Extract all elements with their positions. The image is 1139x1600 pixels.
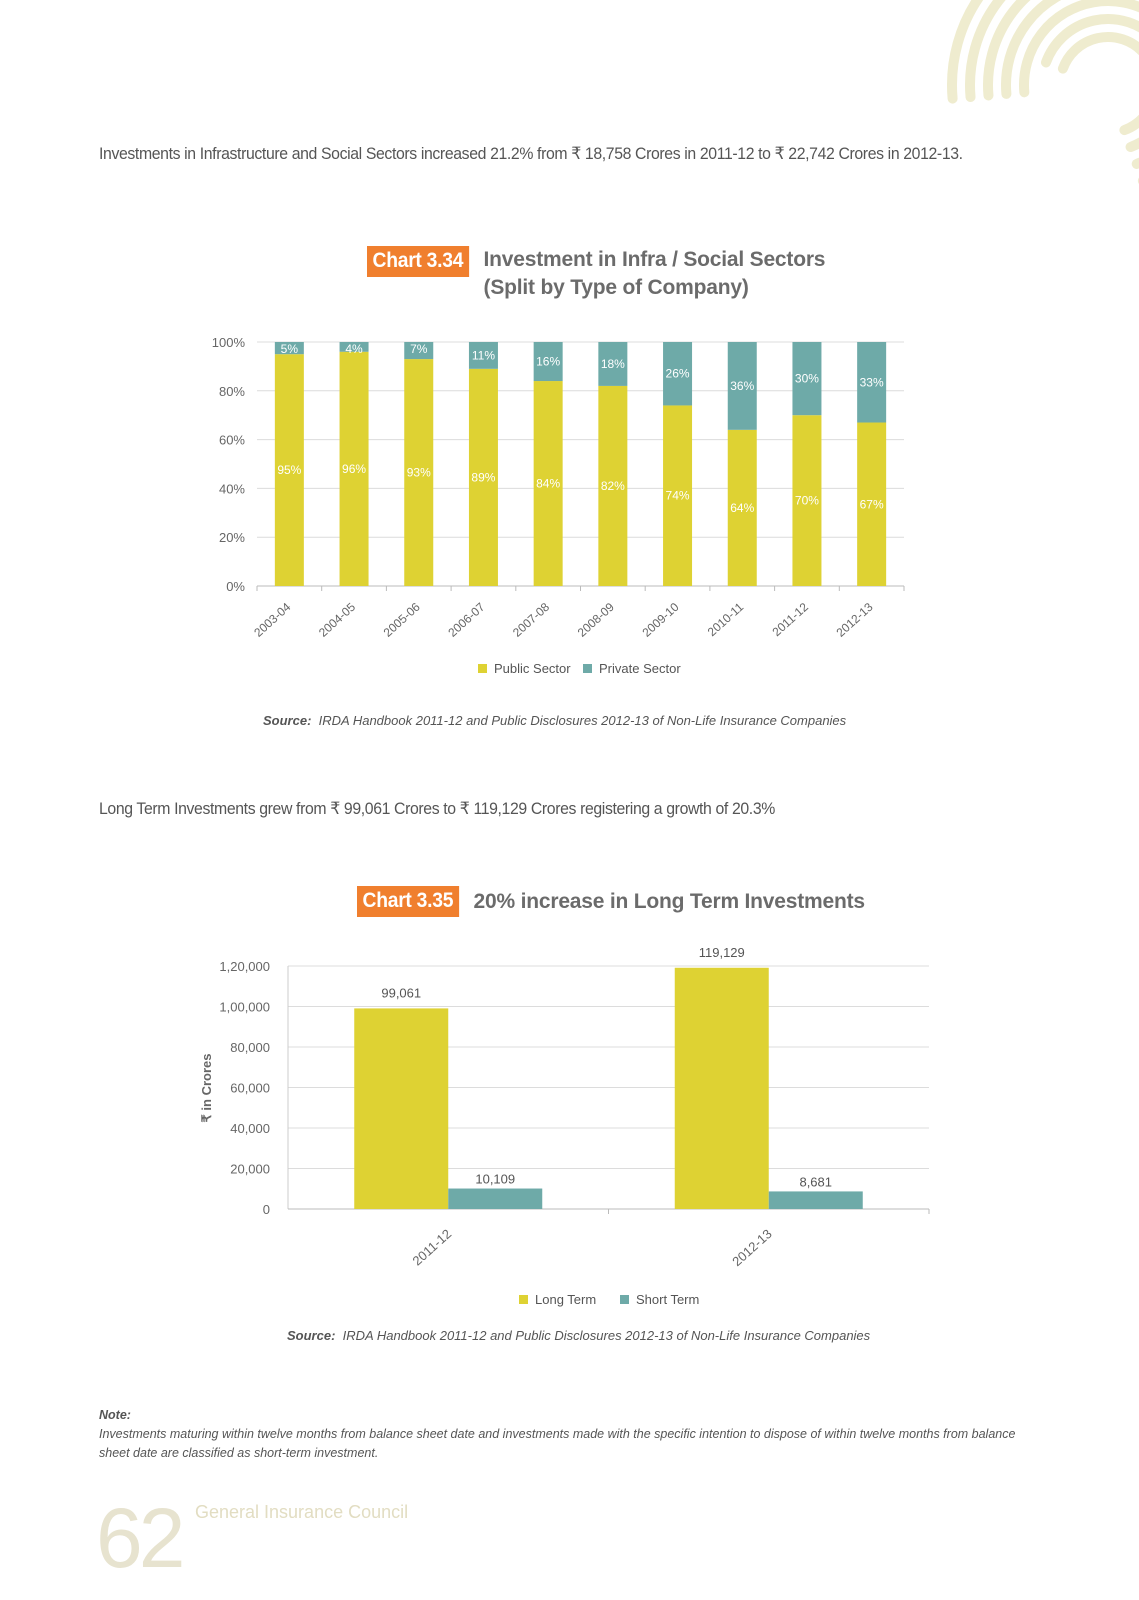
x-tick-label: 2005-06 (380, 599, 423, 640)
legend-label-public: Public Sector (494, 661, 571, 676)
chart1-title-line2: (Split by Type of Company) (483, 276, 749, 299)
data-label-public: 96% (342, 461, 367, 476)
y-tick-label: 100% (211, 335, 245, 350)
chart2-badge: Chart 3.35 (357, 886, 459, 917)
data-label-public: 64% (730, 500, 755, 515)
data-label-private: 33% (859, 375, 884, 390)
page-number: 62 (96, 1491, 182, 1585)
data-label-public: 67% (859, 497, 884, 512)
legend-swatch-long-term (519, 1295, 528, 1304)
bar-long-term (354, 1008, 448, 1209)
data-label-private: 26% (665, 366, 690, 381)
chart2-source (287, 1328, 870, 1343)
data-label-public: 82% (600, 478, 625, 493)
legend-swatch-short-term (620, 1295, 629, 1304)
chart1-source-label: Source: (263, 713, 312, 728)
y-tick-label: 80% (218, 383, 245, 399)
chart1-stacked-bar (0, 320, 1139, 700)
data-label-private: 16% (536, 354, 561, 369)
x-tick-label: 2012-13 (729, 1226, 775, 1270)
x-tick-label: 2007-08 (510, 599, 553, 640)
chart2-source-text: IRDA Handbook 2011-12 and Public Disclosures 2012-13 of Non-Life Insurance Companies (342, 1328, 871, 1343)
data-label-private: 7% (410, 342, 428, 356)
data-label-public: 70% (794, 493, 819, 508)
legend-swatch-private (583, 664, 592, 673)
data-label-private: 36% (730, 378, 755, 393)
note-label: Note: (99, 1408, 131, 1422)
legend-label-short-term: Short Term (636, 1292, 700, 1307)
chart1-title (484, 246, 826, 302)
y-tick-label: 0 (262, 1202, 270, 1217)
bar-short-term (448, 1189, 542, 1209)
middle-paragraph: Long Term Investments grew from ₹ 99,061 Crores to ₹ 119,129 Crores registering a growth of 20.3% (99, 799, 775, 818)
data-label-short-term: 8,681 (799, 1174, 833, 1190)
arc-stripe (1063, 37, 1139, 130)
x-tick-label: 2011-12 (409, 1226, 455, 1269)
data-label-public: 93% (406, 465, 431, 480)
y-tick-label: 1,00,000 (219, 999, 270, 1015)
data-label-public: 95% (277, 463, 302, 478)
x-tick-label: 2006-07 (445, 599, 488, 640)
publisher-name: General Insurance Council (195, 1502, 409, 1522)
data-label-private: 30% (794, 371, 819, 386)
y-tick-label: 1,20,000 (219, 959, 270, 974)
y-tick-label: 40,000 (230, 1121, 270, 1136)
data-label-long-term: 99,061 (381, 985, 422, 1001)
x-tick-label: 2003-04 (251, 599, 294, 640)
y-tick-label: 20% (218, 530, 245, 546)
y-tick-label: 40% (218, 481, 245, 497)
y-tick-label: 80,000 (230, 1040, 270, 1055)
x-tick-label: 2012-13 (833, 599, 876, 640)
data-label-private: 4% (345, 342, 363, 356)
chart1-source-text: IRDA Handbook 2011-12 and Public Disclosures 2012-13 of Non-Life Insurance Companies (318, 713, 847, 728)
note-text: Investments maturing within twelve months from balance sheet date and investments made with the specific intention to dispose of within twelve months from balance sheet date are classified as short-term investment. (99, 1427, 1016, 1460)
chart1-title-line1: Investment in Infra / Social Sectors (483, 248, 826, 271)
y-tick-label: 60,000 (230, 1080, 270, 1096)
chart2-title: 20% increase in Long Term Investments (473, 890, 865, 913)
legend-label-private: Private Sector (599, 661, 681, 676)
legend-label-long-term: Long Term (535, 1292, 597, 1307)
x-tick-label: 2011-12 (769, 599, 811, 640)
data-label-long-term: 119,129 (698, 944, 745, 960)
data-label-private: 11% (471, 348, 496, 363)
data-label-short-term: 10,109 (475, 1171, 516, 1187)
chart1-source (263, 713, 846, 728)
note (99, 1406, 1029, 1463)
chart1-title-block (367, 246, 825, 302)
data-label-private: 5% (280, 342, 299, 356)
chart2-source-label: Source: (287, 1328, 336, 1343)
chart2-title-block (357, 886, 865, 917)
y-tick-label: 20,000 (230, 1161, 270, 1177)
intro-paragraph: Investments in Infrastructure and Social Sectors increased 21.2% from ₹ 18,758 Crores in 2011-12 to ₹ 22,742 Crores in 2012-13. (99, 144, 963, 163)
bar-long-term (675, 968, 769, 1209)
y-tick-label: 60% (218, 432, 245, 448)
bar-short-term (769, 1191, 863, 1209)
chart2-grouped-bar (0, 935, 1139, 1315)
x-tick-label: 2004-05 (315, 599, 359, 640)
x-tick-label: 2010-11 (704, 599, 747, 640)
y-axis-label: ₹ in Crores (199, 1053, 214, 1123)
data-label-private: 18% (600, 356, 625, 371)
legend-swatch-public (478, 664, 487, 673)
y-tick-label: 0% (226, 579, 245, 594)
x-tick-label: 2009-10 (639, 599, 682, 640)
data-label-public: 84% (536, 476, 561, 491)
data-label-public: 89% (471, 470, 496, 485)
data-label-public: 74% (665, 488, 690, 503)
chart1-badge: Chart 3.34 (367, 246, 469, 277)
x-tick-label: 2008-09 (574, 599, 617, 640)
